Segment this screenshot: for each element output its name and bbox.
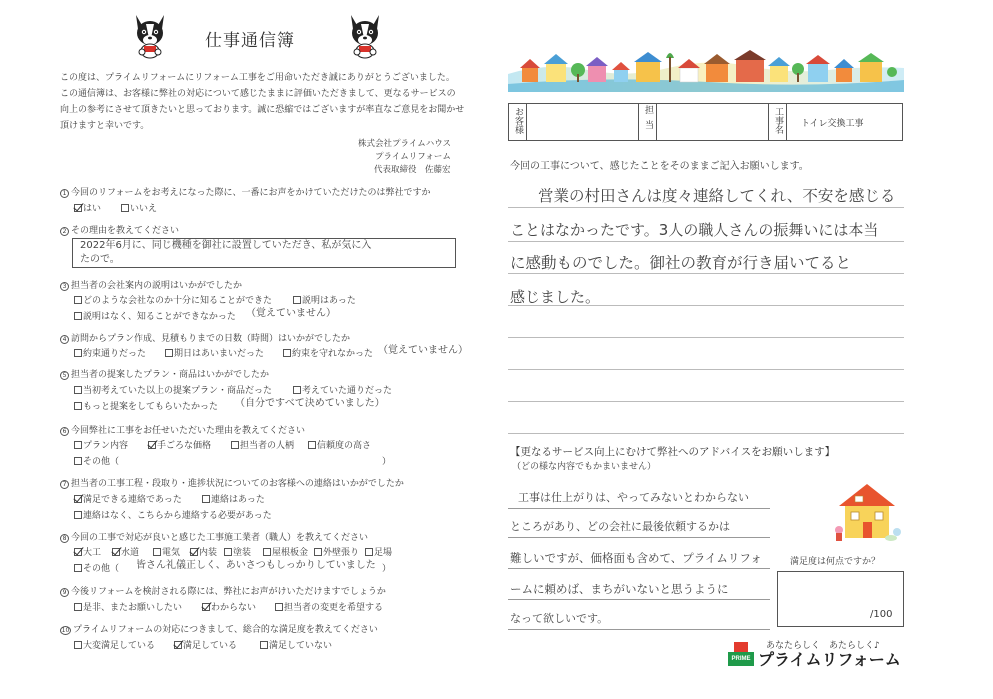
checkbox[interactable] [260,641,268,649]
q8-option[interactable]: 電気 [153,547,180,559]
q6-close-paren: ） [382,457,392,467]
intro-line: この度は、プライムリフォームにリフォーム工事をご用命いただき誠にありがとうございました。 [60,73,455,83]
checkbox[interactable] [74,402,82,410]
customer-label: お客様 [509,104,527,141]
q8-option-other[interactable]: その他（ [74,563,119,575]
intro-line: 頂けますと幸いです。 [60,121,150,131]
advice-line [508,599,770,600]
q8-option[interactable]: 水道 [112,547,139,559]
question-9: 9 今後リフォームを検討される際には、弊社にお声がけいただけますでしょうか [60,586,386,598]
question-1: 1 今回のリフォームをお考えになった際に、一番にお声をかけていただけたのは弊社ですか [60,187,431,199]
q8-option[interactable]: 外壁張り [314,547,359,559]
logo-tagline: あなたらしく あたらしく♪ [766,641,880,651]
q3-note: （覚えていません） [246,308,336,319]
impression-line: ことはなかったです。3人の職人さんの振舞いには本当 [510,221,879,239]
staff-name-field[interactable] [657,104,769,141]
checkbox-checked[interactable] [74,204,82,212]
checkbox[interactable] [293,386,301,394]
checkbox[interactable] [74,457,82,465]
q4-option[interactable]: 期日はあいまいだった [165,348,264,360]
checkbox[interactable] [121,204,129,212]
rule-line [508,207,904,208]
impression-line: に感動ものでした。御社の教育が行き届いてると [510,254,852,272]
advice-line [508,508,770,509]
checkbox[interactable] [202,495,210,503]
work-name-field[interactable]: トイレ交換工事 [787,104,903,141]
advice-line [508,537,770,538]
work-label: 工事名 [769,104,787,141]
q7-option[interactable]: 連絡はなく、こちらから連絡する必要があった [74,510,272,522]
q8-note: 皆さん礼儀正しく、あいさつもしっかりしていました [136,560,376,571]
q8-option[interactable]: 大工 [74,547,101,559]
question-4: 4 訪問からプラン作成、見積もりまでの日数（時間）はいかがでしたか [60,333,350,345]
q8-option[interactable]: 屋根板金 [263,547,308,559]
page-title: 仕事通信簿 [205,31,295,51]
q5-option[interactable]: 当初考えていた以上の提案プラン・商品だった [74,385,272,397]
checkbox[interactable] [308,441,316,449]
q4-option[interactable]: 約束を守れなかった [283,348,373,360]
q8-close-paren: ） [382,564,392,574]
checkbox[interactable] [263,548,271,556]
q5-note: （自分ですべて決めていました） [235,398,385,409]
question-6: 6 今回弊社に工事をお任せいただいた理由を教えてください [60,425,305,437]
rule-line [508,337,904,338]
checkbox[interactable] [74,312,82,320]
q8-option[interactable]: 内装 [190,547,217,559]
q2-answer-line: たので。 [80,254,120,265]
advice-line-text: なって欲しいです。 [510,612,609,625]
checkbox-checked[interactable] [148,441,156,449]
question-3: 3 担当者の会社案内の説明はいかがでしたか [60,280,242,292]
customer-name-field[interactable] [527,104,639,141]
q3-option[interactable]: どのような会社なのか十分に知ることができた [74,295,272,307]
q4-option[interactable]: 約束通りだった [74,348,146,360]
q5-option[interactable]: 考えていた通りだった [293,385,392,397]
checkbox[interactable] [165,349,173,357]
q1-option-yes[interactable]: はい [74,203,101,215]
checkbox[interactable] [314,548,322,556]
checkbox[interactable] [153,548,161,556]
q10-option[interactable]: 大変満足している [74,640,155,652]
q7-option[interactable]: 連絡はあった [202,494,265,506]
checkbox-checked[interactable] [112,548,120,556]
intro-line: 向上の参考にさせて頂きたいと思っております。誠に恐縮ではございますが率直なご意見をお聞かせ [60,105,465,115]
rule-line [508,433,904,434]
advice-line [508,629,770,630]
checkbox-checked[interactable] [174,641,182,649]
checkbox[interactable] [74,296,82,304]
q7-option[interactable]: 満足できる連絡であった [74,494,182,506]
checkbox-checked[interactable] [190,548,198,556]
q9-option[interactable]: 担当者の変更を希望する [275,602,383,614]
checkbox-checked[interactable] [202,603,210,611]
satisfaction-label: 満足度は何点ですか？ [790,557,881,567]
checkbox[interactable] [293,296,301,304]
question-8: 8 今回の工事で対応が良いと感じた工事施工業者（職人）を教えてください [60,532,368,544]
staff-label: 担当 [639,104,657,141]
q10-option[interactable]: 満足していない [260,640,332,652]
dog-mascot-right-icon [345,13,385,59]
question-2: 2 その理由を教えてください [60,225,179,237]
company-brand: プライムリフォーム [375,152,451,162]
checkbox[interactable] [74,641,82,649]
q8-option[interactable]: 足場 [365,547,392,559]
checkbox[interactable] [74,511,82,519]
checkbox[interactable] [74,349,82,357]
advice-line-text: ところがあり、どの会社に最後依頼するかは [510,520,730,533]
q10-option[interactable]: 満足している [174,640,237,652]
town-banner-illustration [508,44,904,92]
q2-answer-line: 2022年6月に、同じ機種を御社に設置していただき、私が気に入 [80,240,372,251]
q6-option[interactable]: 信頼度の高さ [308,440,371,452]
advice-line-text: 難しいですが、価格面も含めて、プライムリフォ [510,551,762,565]
checkbox[interactable] [224,548,232,556]
q6-option[interactable]: 担当者の人柄 [231,440,294,452]
checkbox-checked[interactable] [74,495,82,503]
checkbox[interactable] [74,386,82,394]
checkbox[interactable] [74,564,82,572]
q6-option-other[interactable]: その他（ [74,456,119,468]
q3-option[interactable]: 説明はあった [293,295,356,307]
advice-subheading: （どの様な内容でもかまいません） [512,462,657,472]
question-7: 7 担当者の工事工程・段取り・進捗状況についてのお客様への連絡はいかがでしたか [60,478,404,490]
q6-option[interactable]: 手ごろな価格 [148,440,211,452]
company-name: 株式会社プライムハウス [358,139,451,149]
checkbox-checked[interactable] [74,548,82,556]
checkbox[interactable] [231,441,239,449]
impression-prompt: 今回の工事について、感じたことをそのままご記入お願いします。 [510,161,809,172]
checkbox[interactable] [283,349,291,357]
question-10: 10 プライムリフォームの対応につきまして、総合的な満足度を教えてください [61,625,378,635]
checkbox[interactable] [74,441,82,449]
rule-line [508,241,904,242]
q9-option[interactable]: わからない [202,602,256,614]
q4-note: （覚えていません） [378,345,468,356]
logo-name: プライムリフォーム [758,650,901,669]
prime-logo-mark-icon: PRIME [728,642,754,666]
rule-line [508,369,904,370]
advice-line-text: 工事は仕上がりは、やってみないとわからない [518,491,749,504]
checkbox[interactable] [74,603,82,611]
checkbox[interactable] [365,548,373,556]
company-rep: 代表取締役 佐藤宏 [374,165,451,175]
impression-line: 感じました。 [510,288,601,306]
advice-line-text: ームに頼めば、まちがいないと思うように [510,582,729,596]
rule-line [508,401,904,402]
q1-option-no[interactable]: いいえ [121,203,157,215]
checkbox[interactable] [275,603,283,611]
satisfaction-score-suffix: /100 [870,609,893,620]
q3-option[interactable]: 説明はなく、知ることができなかった [74,311,236,323]
question-5: 5 担当者の提案したプラン・商品はいかがでしたか [60,369,269,381]
customer-info-table [508,103,903,141]
q5-option[interactable]: もっと提案をしてもらいたかった [74,401,218,413]
dog-mascot-left-icon [130,13,170,59]
advice-line [508,568,770,569]
rule-line [508,273,904,274]
q8-option[interactable]: 塗装 [224,547,251,559]
q6-option[interactable]: プラン内容 [74,440,128,452]
q9-option[interactable]: 是非、またお願いしたい [74,602,182,614]
impression-line: 営業の村田さんは度々連絡してくれ、不安を感じる [538,187,896,205]
house-illustration [831,480,905,544]
advice-heading: 【更なるサービス向上にむけて弊社へのアドバイスをお願いします】 [510,446,836,458]
intro-line: この通信簿は、お客様に弊社の対応について感じたままに評価いただきまして、更なるサービスの [60,89,456,99]
